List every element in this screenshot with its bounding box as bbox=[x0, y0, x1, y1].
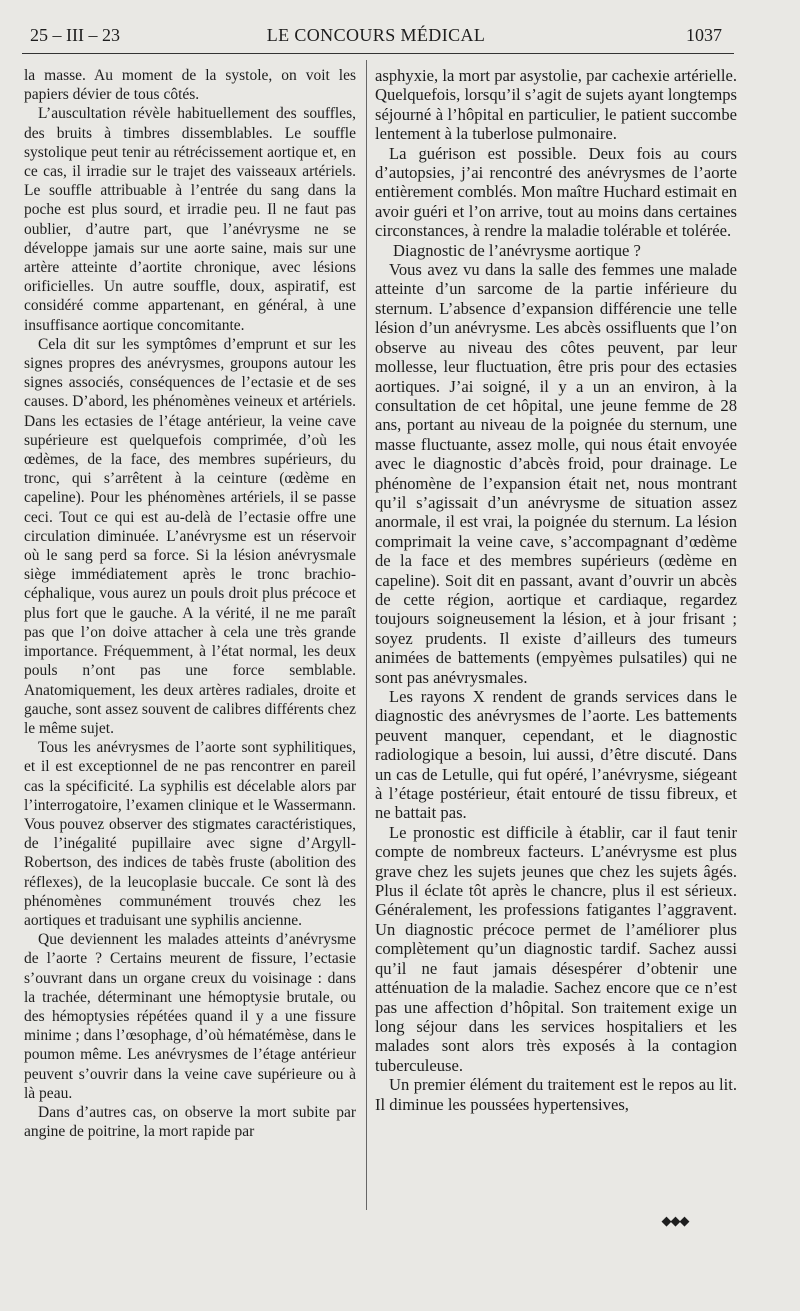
paragraph: L’auscultation révèle habituellement des souffles, des bruits à timbres dissemblables. Le souffle systolique peut tenir au rétrécissement aortique et, en ce cas, il irradie sur le trajet des vaisseaux artériels. Le souffle attribuable à l’entrée du sang dans la poche est plus sourd, et irradie peu. Il ne faut pas oublier, d’autre part, que l’anévrysme ne se développe jamais sur une aorte saine, mais sur une artère atteinte d’aortite chronique, avec lésions orificielles. Un autre souffle, doux, aspiratif, est considéré comme appartenant, en général, à une insuffisance aortique concomitante. bbox=[24, 105, 356, 334]
header-rule bbox=[22, 53, 734, 54]
section-heading: Diagnostic de l’anévrysme aortique ? bbox=[393, 240, 641, 260]
column-divider bbox=[366, 60, 367, 1210]
paragraph: Dans d’autres cas, on observe la mort subite par angine de poitrine, la mort rapide par bbox=[24, 1103, 356, 1141]
end-ornament: ◆◆◆ bbox=[661, 1214, 689, 1229]
page-number: 1037 bbox=[686, 25, 722, 45]
paragraph: Un premier élément du traitement est le repos au lit. Il diminue les poussées hypertensives, bbox=[375, 1075, 737, 1114]
paragraph: Tous les anévrysmes de l’aorte sont syphilitiques, et il est exceptionnel de ne pas rencontrer en pareil cas la spécificité. La syphilis est décelable alors par l’interrogatoire, l’examen clinique et le Wassermann. Vous pouvez observer des stigmates caractéristiques, de l’inégalité pupillaire avec signe d’Argyll-Robertson, des indices de tabès fruste (abolition des réflexes), de la leucoplasie buccale. Ce sont là des phénomènes communément trouvés chez les aortiques et traduisant une syphilis ancienne. bbox=[24, 739, 356, 929]
paragraph: Le pronostic est difficile à établir, car il faut tenir compte de nombreux facteurs. L’anévrysme est plus grave chez les sujets jeunes que chez les sujets âgés. Plus il éclate tôt après le chancre, plus il est sérieux. Généralement, les professions fatigantes l’aggravent. Un diagnostic précoce permet de l’améliorer plus complètement qu’un diagnostic tardif. Sachez aussi qu’il ne faut jamais désespérer d’obtenir une atténuation de la maladie. Sachez encore que ce n’est pas une affection d’hôpital. Son traitement exige un long séjour dans les services hospitaliers et les malades sont alors très exposés à la contagion tuberculeuse. bbox=[375, 822, 737, 1075]
running-header bbox=[30, 22, 722, 48]
paragraph: Vous avez vu dans la salle des femmes une malade atteinte d’un sarcome de la partie inférieure du sternum. L’absence d’expansion différencie une telle lésion d’un anévrysme. Les abcès ossifluents que l’on observe au niveau des côtes peuvent, par leur mollesse, leur fluctuation, être pris pour des ectasies aortiques. J’ai soigné, il y a un an environ, à la consultation de cet hôpital, une jeune femme de 28 ans, portant au niveau de la poignée du sternum, une masse fluctuante, assez molle, qui nous était envoyée avec le diagnostic d’abcès froid, pour drainage. Le phénomène de l’expansion était net, nous montrant qu’il s’agissait d’un anévrysme de situation assez anormale, il est vrai, la poignée du sternum. La lésion comprimait la veine cave, s’accompagnant d’œdème de la face et des membres supérieurs (œdème en capeline). Soit dit en passant, avant d’ouvrir un abcès de cette région, aortique et cardiaque, regardez toujours soigneusement la lésion, et à jour frisant ; soyez prudents. Il existe d’ailleurs des tumeurs animées de battements (empyèmes pulsatiles) qui ne sont pas anévrysmales. bbox=[375, 260, 737, 687]
issue-date: 25 – III – 23 bbox=[30, 25, 120, 45]
right-column bbox=[375, 66, 737, 1114]
paragraph: Cela dit sur les symptômes d’emprunt et sur les signes propres des anévrysmes, groupons autour les signes associés, conséquences de l’ectasie et de ses causes. D’abord, les phénomènes veineux et artériels. Dans les ectasies de l’étage antérieur, la veine cave supérieure est quelquefois comprimée, d’où les œdèmes, de la face, des membres supérieurs, du tronc, qui s’arrêtent à la ceinture (œdème en capeline). Pour les phénomènes artériels, il se passe ceci. Tout ce qui est au-delà de l’ectasie offre une circulation diminuée. L’anévrysme est un réservoir où le sang perd sa force. Si la lésion anévrysmale siège immédiatement après le tronc brachio-céphalique, vous aurez un pouls droit plus précoce et plus fort que le gauche. A la vérité, il ne me paraît pas que l’on doive attacher à cela une très grande importance. Fréquemment, à l’état normal, les deux pouls n’ont pas une force semblable. Anatomiquement, les deux artères radiales, droite et gauche, sont assez souvent de calibres différents chez le même sujet. bbox=[24, 335, 356, 737]
journal-title: LE CONCOURS MÉDICAL bbox=[266, 25, 486, 45]
paragraph: asphyxie, la mort par asystolie, par cachexie artérielle. Quelquefois, lorsqu’il s’agit de sujets ayant longtemps séjourné à l’hôpital en particulier, le patient succombe lentement à la tuberlose pulmonaire. bbox=[375, 66, 737, 144]
paragraph: La guérison est possible. Deux fois au cours d’autopsies, j’ai rencontré des anévrysmes de l’aorte entièrement comblés. Mon maître Huchard estimait en avoir guéri et l’on arrive, tout au moins dans certaines circonstances, à rendre la maladie tolérable et tolérée. bbox=[375, 143, 737, 241]
paragraph: Que deviennent les malades atteints d’anévrysme de l’aorte ? Certains meurent de fissure, l’ectasie s’ouvrant dans un organe creux du voisinage : dans la trachée, déterminant une hémoptysie brutale, ou des hémoptysies répétées quand il y a une fissure minime ; dans l’œsophage, d’où hématémèse, dans le poumon même. Les anévrysmes de l’étage antérieur peuvent s’ouvrir dans la veine cave supérieure ou à là peau. bbox=[24, 931, 356, 1102]
paragraph: la masse. Au moment de la systole, on voit les papiers dévier de tous côtés. bbox=[24, 67, 356, 104]
left-column bbox=[24, 66, 356, 1141]
paragraph: Les rayons X rendent de grands services dans le diagnostic des anévrysmes de l’aorte. Les battements peuvent manquer, cependant, et le diagnostic radiologique a besoin, lui aussi, d’être discuté. Dans un cas de Letulle, qui fut opéré, l’anévrysme, siégeant à l’étage postérieur, était entouré de tissu fibreux, et ne battait pas. bbox=[375, 687, 737, 823]
